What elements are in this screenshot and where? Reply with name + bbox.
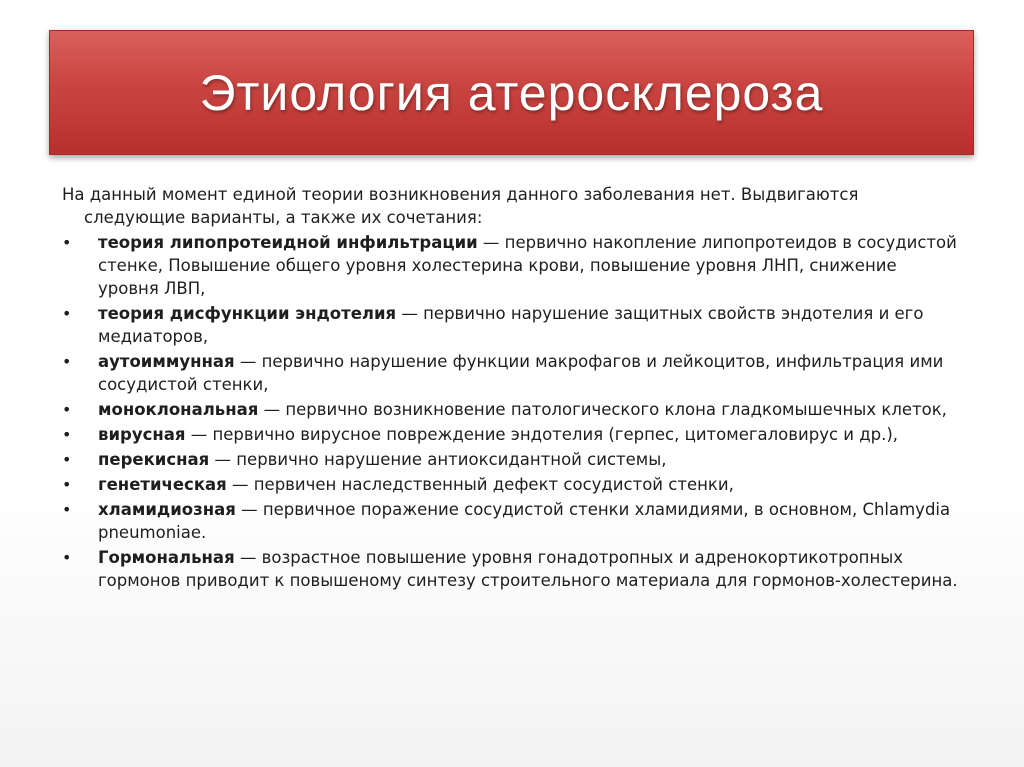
bullet-icon: • [62, 304, 72, 323]
item-term: аутоиммунная [98, 352, 235, 371]
item-description: — первично возникновение патологического клона гладкомышечных клеток, [258, 400, 947, 419]
bullet-icon: • [62, 233, 72, 252]
intro-paragraph: На данный момент единой теории возникновения данного заболевания нет. Выдвигаются следующие варианты, а также их сочетания: [62, 185, 859, 227]
item-term: хламидиозная [98, 500, 236, 519]
item-description: — первичное поражение сосудистой стенки хламидиями, в основном, Chlamydia pneumoniae. [98, 500, 951, 542]
list-item [62, 498, 962, 544]
item-term: генетическая [98, 475, 227, 494]
list-item [62, 231, 962, 300]
item-term: вирусная [98, 425, 186, 444]
bullet-icon: • [62, 352, 72, 371]
list-item [62, 423, 962, 446]
slide-title: Этиология атеросклероза [199, 65, 824, 121]
variants-list [62, 231, 962, 592]
list-item [62, 302, 962, 348]
bullet-icon: • [62, 475, 72, 494]
item-description: — первичен наследственный дефект сосудистой стенки, [226, 475, 734, 494]
item-description: — возрастное повышение уровня гонадотропных и адренокортикотропных гормонов приводит к повышеному синтезу строительного материала для гормонов-холестерина. [98, 548, 958, 590]
bullet-icon: • [62, 400, 72, 419]
item-term: Гормональная [98, 548, 235, 567]
bullet-icon: • [62, 450, 72, 469]
list-item [62, 350, 962, 396]
bullet-icon: • [62, 548, 72, 567]
bullet-icon: • [62, 500, 72, 519]
item-description: — первично вирусное повреждение эндотелия (герпес, цитомегаловирус и др.), [185, 425, 899, 444]
slide-body [62, 183, 962, 594]
item-term: теория дисфункции эндотелия [98, 304, 397, 323]
item-term: перекисная [98, 450, 210, 469]
list-item [62, 546, 962, 592]
item-term: моноклональная [98, 400, 259, 419]
list-item [62, 398, 962, 421]
item-description: — первично нарушение защитных свойств эндотелия и его медиаторов, [98, 304, 924, 346]
list-item [62, 448, 962, 471]
list-item [62, 473, 962, 496]
item-description: — первично нарушение функции макрофагов и лейкоцитов, инфильтрация ими сосудистой стенки, [98, 352, 944, 394]
item-term: теория липопротеидной инфильтрации [98, 233, 478, 252]
bullet-icon: • [62, 425, 72, 444]
item-description: — первично накопление липопротеидов в сосудистой стенке, Повышение общего уровня холестерина крови, повышение уровня ЛНП, снижение уровня ЛВП, [98, 233, 957, 298]
item-description: — первично нарушение антиоксидантной системы, [209, 450, 667, 469]
title-banner [49, 30, 974, 155]
